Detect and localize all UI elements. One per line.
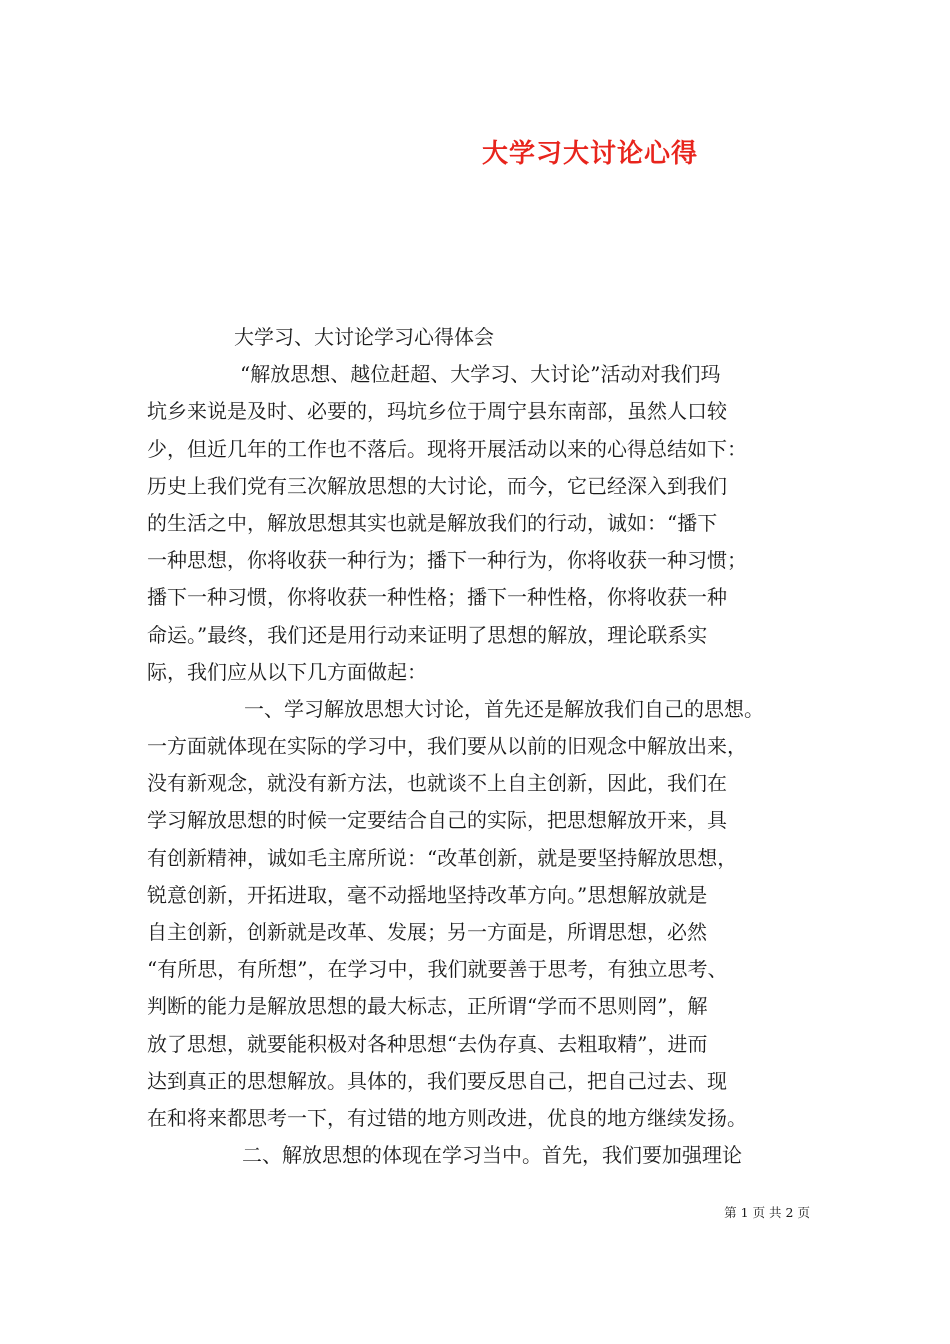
footer-total-pages: 2 — [785, 1205, 794, 1220]
text-line: 一方面就体现在实际的学习中，我们要从以前的旧观念中解放出来， — [147, 734, 747, 759]
text-line: 一种思想，你将收获一种行为；播下一种行为，你将收获一种习惯； — [147, 548, 747, 573]
text-line: 少，但近几年的工作也不落后。现将开展活动以来的心得总结如下： — [147, 436, 747, 461]
page-number-footer — [700, 1203, 810, 1221]
text-line: 际，我们应从以下几方面做起： — [147, 659, 427, 684]
paragraph-2 — [147, 691, 815, 1137]
text-line: 在和将来都思考一下，有过错的地方则改进，优良的地方继续发扬。 — [147, 1105, 747, 1130]
text-line: 达到真正的思想解放。具体的，我们要反思自己，把自己过去、现 — [147, 1068, 727, 1093]
text-line: 二、解放思想的体现在学习当中。首先，我们要加强理论 — [242, 1143, 742, 1168]
text-line: 历史上我们党有三次解放思想的大讨论，而今，它已经深入到我们 — [147, 473, 727, 498]
paragraph-3 — [147, 1137, 815, 1174]
footer-current-page: 1 — [740, 1205, 749, 1220]
paragraph-1 — [147, 356, 815, 691]
footer-middle: 页 共 — [752, 1205, 782, 1220]
text-line: “解放思想、越位赶超、大学习、大讨论”活动对我们玛 — [240, 362, 721, 387]
text-line: 学习解放思想的时候一定要结合自己的实际，把思想解放开来，具 — [147, 808, 727, 833]
text-line: 锐意创新，开拓进取，毫不动摇地坚持改革方向。”思想解放就是 — [147, 882, 708, 907]
document-body — [147, 319, 815, 1174]
text-line: 坑乡来说是及时、必要的，玛坑乡位于周宁县东南部，虽然人口较 — [147, 399, 727, 424]
document-subtitle: 大学习、大讨论学习心得体会 — [234, 325, 494, 349]
text-line: 播下一种习惯，你将收获一种性格；播下一种性格，你将收获一种 — [147, 585, 727, 610]
text-line: 没有新观念，就没有新方法，也就谈不上自主创新，因此，我们在 — [147, 771, 727, 796]
text-line: “有所思，有所想”，在学习中，我们就要善于思考，有独立思考、 — [147, 957, 728, 982]
text-line: 的生活之中，解放思想其实也就是解放我们的行动，诚如：“播下 — [147, 510, 718, 535]
text-line: 有创新精神，诚如毛主席所说：“改革创新，就是要坚持解放思想， — [147, 845, 738, 870]
document-title: 大学习大讨论心得 — [481, 139, 698, 169]
text-line: 自主创新，创新就是改革、发展；另一方面是，所谓思想，必然 — [147, 920, 707, 944]
text-line: 判断的能力是解放思想的最大标志，正所谓“学而不思则罔”，解 — [147, 994, 708, 1019]
text-line: 命运。”最终，我们还是用行动来证明了思想的解放，理论联系实 — [147, 622, 708, 647]
footer-prefix: 第 — [724, 1205, 737, 1220]
text-line: 放了思想，就要能积极对各种思想“去伪存真、去粗取精”，进而 — [147, 1031, 708, 1056]
footer-suffix: 页 — [797, 1205, 810, 1220]
text-line: 一、学习解放思想大讨论，首先还是解放我们自己的思想。 — [244, 696, 764, 721]
